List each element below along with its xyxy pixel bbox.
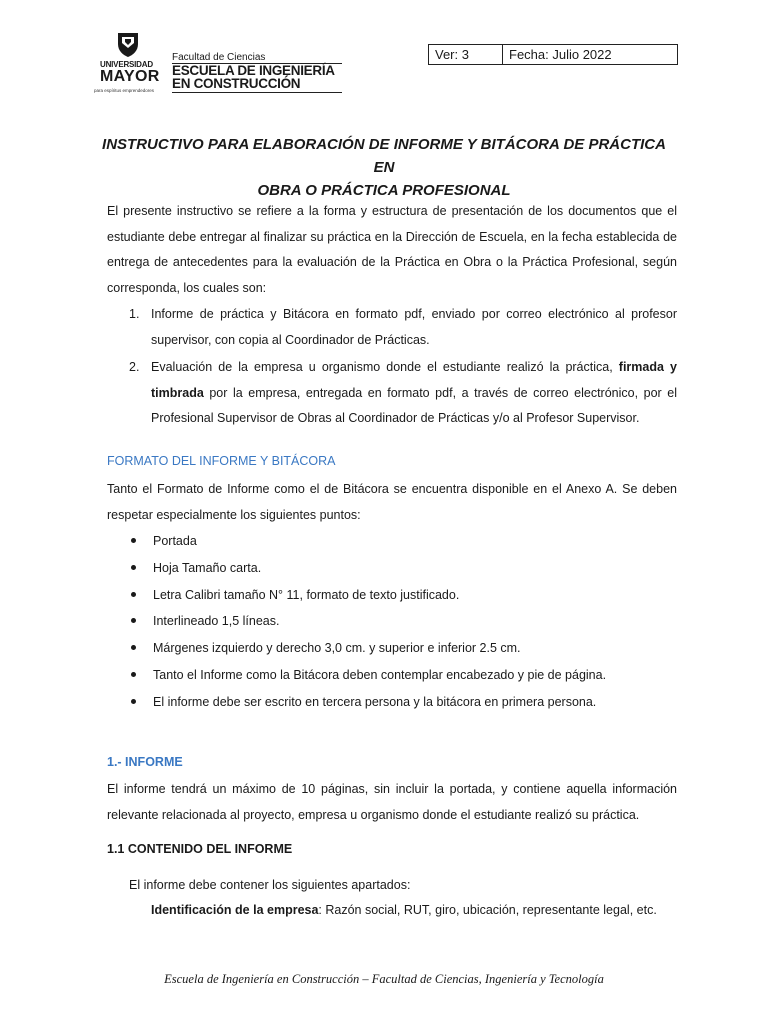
- bullet-item: [107, 692, 677, 712]
- paragraph-line: corresponda, los cuales son:: [107, 280, 267, 295]
- list-item-line: [151, 381, 677, 407]
- list-item-line: Informe de práctica y Bitácora en formato pdf, enviado por correo electrónico al profesor: [151, 307, 677, 321]
- bullet-icon: [131, 645, 136, 650]
- document-title-line1: INSTRUCTIVO PARA ELABORACIÓN DE INFORME Y BITÁCORA DE PRÁCTICA EN: [102, 136, 666, 176]
- emphasis-text: firmada y: [618, 360, 677, 374]
- intro-paragraph: [107, 199, 677, 301]
- version-table: [428, 44, 678, 65]
- emphasis-text: timbrada: [151, 385, 204, 400]
- list-item-line: [151, 355, 677, 381]
- list-item-line: supervisor, con copia al Coordinador de Prácticas.: [151, 332, 430, 347]
- university-name: UNIVERSIDAD: [100, 60, 153, 69]
- paragraph-line: relevante relacionada al proyecto, empresa u organismo donde el estudiante realizó su práctica.: [107, 807, 640, 822]
- page-footer: Escuela de Ingeniería en Construcción – Facultad de Ciencias, Ingeniería y Tecnología: [164, 972, 604, 986]
- bullet-item: [107, 665, 677, 685]
- bullet-item: [107, 611, 677, 631]
- document-title-line2: OBRA O PRÁCTICA PROFESIONAL: [257, 182, 511, 199]
- bullet-item: [107, 585, 677, 605]
- item-text: : Razón social, RUT, giro, ubicación, representante legal, etc.: [318, 903, 657, 917]
- school-name: [172, 64, 335, 90]
- paragraph-line: El presente instructivo se refiere a la forma y estructura de presentación de los documentos que el: [107, 204, 677, 218]
- faculty-block: [172, 52, 342, 91]
- list-item-text-run: por la empresa, entregada en formato pdf, a través de correo electrónico, por el: [209, 385, 677, 400]
- subsection-heading: 1.1 CONTENIDO DEL INFORME: [107, 842, 293, 856]
- list-number: 2.: [129, 360, 140, 374]
- bullet-text: Márgenes izquierdo y derecho 3,0 cm. y superior e inferior 2.5 cm.: [153, 641, 521, 655]
- university-name-mayor: MAYOR: [100, 68, 160, 85]
- contenido-item: [151, 898, 677, 924]
- paragraph-line: entrega de antecedentes para la evaluación de la Práctica en Obra o la Práctica Profesional, según: [107, 255, 677, 269]
- section-heading-format: FORMATO DEL INFORME Y BITÁCORA: [107, 454, 336, 468]
- date-cell: Fecha: Julio 2022: [509, 47, 612, 62]
- bullet-text: Portada: [153, 534, 197, 548]
- list-item-line: Profesional Supervisor de Obras al Coordinador de Prácticas y/o al Profesor Supervisor.: [151, 411, 640, 425]
- item-label: Identificación de la empresa: [151, 903, 319, 917]
- bullet-item: [107, 531, 677, 551]
- list-item-text-run: Evaluación de la empresa u organismo donde el estudiante realizó la práctica,: [151, 360, 613, 374]
- divider: [172, 92, 342, 93]
- bullet-text: Tanto el Informe como la Bitácora deben contemplar encabezado y pie de página.: [153, 668, 607, 682]
- bullet-icon: [131, 618, 136, 623]
- bullet-icon: [131, 699, 136, 704]
- bullet-icon: [131, 672, 136, 677]
- school-name-line2: EN CONSTRUCCIÓN: [172, 76, 301, 91]
- bullet-icon: [131, 538, 136, 543]
- list-item-text: [151, 355, 677, 432]
- paragraph-line: estudiante debe entregar al finalizar su práctica en la Dirección de Escuela, en la fecha establecida de: [107, 229, 677, 244]
- faculty-name: Facultad de Ciencias: [172, 52, 266, 63]
- university-logo: [94, 30, 164, 96]
- shield-icon: [116, 32, 140, 58]
- paragraph-line: Tanto el Formato de Informe como el de Bitácora se encuentra disponible en el Anexo A. Se deben: [107, 482, 677, 496]
- bullet-text: Letra Calibri tamaño N° 11, formato de texto justificado.: [153, 588, 460, 602]
- section-heading-informe: 1.- INFORME: [107, 755, 183, 769]
- bullet-item: [107, 638, 677, 658]
- document-title: [90, 133, 678, 202]
- bullet-text: Interlineado 1,5 líneas.: [153, 614, 280, 628]
- list-item-text: [151, 302, 677, 353]
- bullet-item: [107, 558, 677, 578]
- list-number: 1.: [129, 307, 140, 321]
- contenido-lead: El informe debe contener los siguientes apartados:: [129, 878, 411, 892]
- university-tagline: para espíritus emprendedores: [94, 88, 155, 93]
- informe-paragraph: [107, 777, 677, 828]
- version-cell: Ver: 3: [429, 45, 503, 64]
- bullet-icon: [131, 592, 136, 597]
- format-intro-paragraph: [107, 477, 677, 528]
- paragraph-line: El informe tendrá un máximo de 10 páginas, sin incluir la portada, y contiene aquella información: [107, 782, 677, 796]
- bullet-text: El informe debe ser escrito en tercera persona y la bitácora en primera persona.: [153, 695, 597, 709]
- school-name-line1: ESCUELA DE INGENIERÍA: [172, 63, 335, 78]
- bullet-icon: [131, 565, 136, 570]
- paragraph-line: respetar especialmente los siguientes puntos:: [107, 507, 361, 522]
- bullet-text: Hoja Tamaño carta.: [153, 561, 262, 575]
